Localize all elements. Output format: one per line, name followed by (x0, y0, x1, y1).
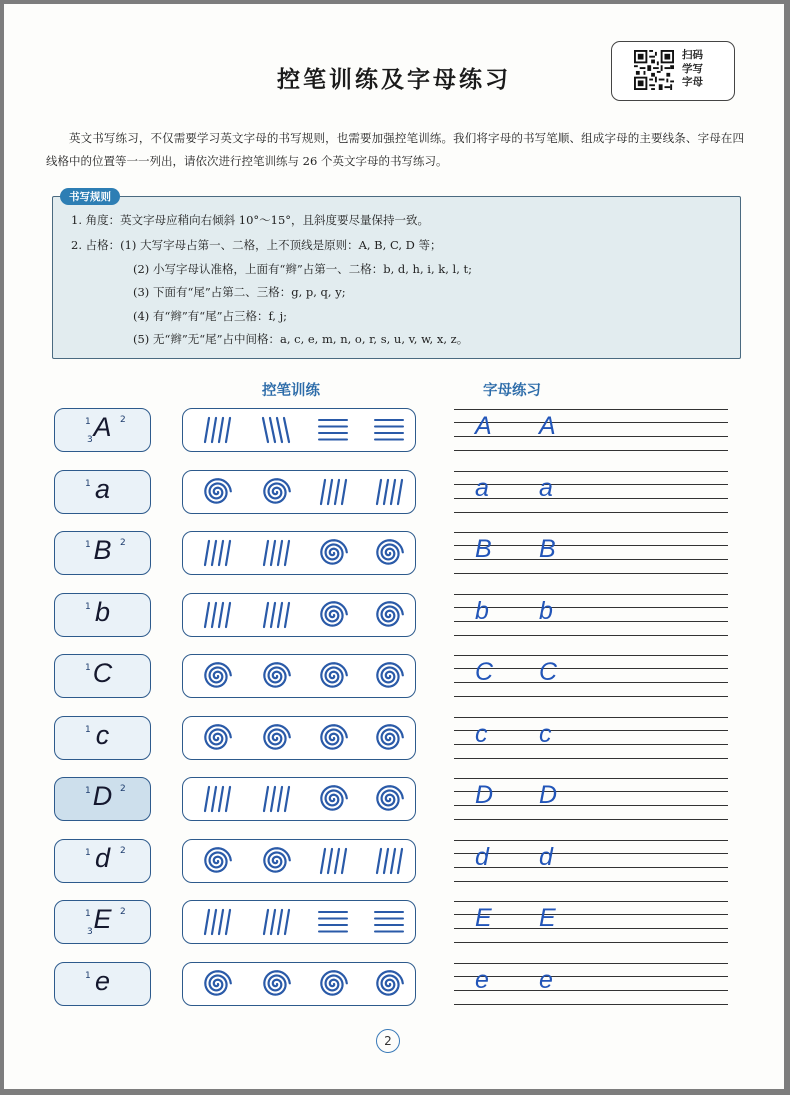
spiral-pattern-icon (261, 661, 291, 691)
grid-line (454, 512, 728, 513)
spiral-pattern-icon (318, 723, 348, 753)
grid-line (454, 655, 728, 656)
spiral-pattern-icon (318, 538, 348, 568)
control-pen-box (182, 408, 416, 452)
stroke-order-number: 3 (87, 927, 93, 937)
grid-line (454, 607, 728, 608)
grid-line (454, 696, 728, 697)
letter-glyph: D (92, 781, 113, 811)
grid-line (454, 409, 728, 410)
grid-line (454, 942, 728, 943)
qr-label-line: 学写 (682, 62, 703, 75)
grid-line (454, 976, 728, 977)
workbook-page (4, 4, 784, 1089)
letter-stroke-box (54, 962, 151, 1006)
grid-line (454, 867, 728, 868)
grid-line (454, 881, 728, 882)
practice-letter: b (475, 597, 489, 625)
rule-line: (4) 有“辫”有“尾”占三格：f, j; (133, 309, 288, 323)
grid-line (454, 928, 728, 929)
grid-line (454, 914, 728, 915)
spiral-pattern-icon (202, 846, 232, 876)
grid-line (454, 471, 728, 472)
qr-label-line: 扫码 (682, 49, 703, 61)
spiral-pattern-icon (202, 723, 232, 753)
stroke-order-number: 1 (85, 479, 91, 489)
writing-rules-box (52, 196, 741, 359)
grid-line (454, 901, 728, 902)
stroke-order-number: 1 (85, 540, 91, 550)
stroke-order-number: 1 (85, 663, 91, 673)
spiral-pattern-icon (374, 969, 404, 999)
spiral-pattern-icon (318, 784, 348, 814)
grid-line (454, 840, 728, 841)
grid-line (454, 436, 728, 437)
grid-line (454, 791, 728, 792)
control-pen-box (182, 962, 416, 1006)
letter-stroke-box (54, 408, 151, 452)
page-title: 控笔训练及字母练习 (277, 66, 511, 93)
letter-glyph: E (93, 904, 112, 934)
spiral-pattern-icon (202, 661, 232, 691)
grid-line (454, 559, 728, 560)
spiral-pattern-icon (374, 723, 404, 753)
stroke-order-number: 1 (85, 725, 91, 735)
practice-letter: D (475, 781, 494, 809)
stroke-order-number: 1 (85, 971, 91, 981)
spiral-pattern-icon (202, 477, 232, 507)
grid-line (454, 594, 728, 595)
practice-letter: a (475, 474, 489, 502)
grid-line (454, 730, 728, 731)
spiral-pattern-icon (318, 969, 348, 999)
slant-lines-icon (261, 907, 291, 937)
letter-glyph: B (93, 535, 112, 565)
grid-line (454, 778, 728, 779)
letter-stroke-box (54, 777, 151, 821)
stroke-order-number: 3 (87, 435, 93, 445)
grid-line (454, 450, 728, 451)
four-line-grid (454, 591, 728, 641)
grid-line (454, 635, 728, 636)
spiral-pattern-icon (261, 846, 291, 876)
control-pen-box (182, 839, 416, 883)
practice-letter: e (539, 966, 553, 994)
four-line-grid (454, 775, 728, 825)
grid-line (454, 668, 728, 669)
letter-stroke-box (54, 470, 151, 514)
stroke-order-number: 1 (85, 786, 91, 796)
letter-stroke-box (54, 531, 151, 575)
four-line-grid (454, 652, 728, 702)
stroke-order-number: 1 (85, 602, 91, 612)
rule-line: (3) 下面有“尾”占第二、三格：g, p, q, y; (133, 285, 346, 299)
grid-line (454, 545, 728, 546)
grid-line (454, 805, 728, 806)
rule-line: 2. 占格：(1) 大写字母占第一、二格，上不顶线是原则：A, B, C, D 等； (71, 238, 442, 252)
grid-line (454, 498, 728, 499)
spiral-pattern-icon (318, 600, 348, 630)
spiral-pattern-icon (374, 600, 404, 630)
practice-letter: E (475, 904, 492, 932)
stroke-order-number: 2 (120, 846, 126, 856)
control-pen-box (182, 470, 416, 514)
four-line-grid (454, 960, 728, 1010)
stroke-order-number: 1 (85, 909, 91, 919)
spiral-pattern-icon (261, 477, 291, 507)
four-line-grid (454, 837, 728, 887)
section-heading-control: 控笔训练 (262, 383, 320, 399)
rule-line: 1. 角度：英文字母应稍向右倾斜 10°～15°，且斜度要尽量保持一致。 (71, 213, 430, 227)
horizontal-lines-icon (374, 907, 404, 937)
practice-letter: A (539, 412, 556, 440)
practice-letter: e (475, 966, 489, 994)
letter-stroke-box (54, 654, 151, 698)
letter-stroke-box (54, 839, 151, 883)
spiral-pattern-icon (318, 661, 348, 691)
grid-line (454, 532, 728, 533)
slant-lines-icon (202, 784, 232, 814)
qr-label (682, 49, 710, 90)
grid-line (454, 621, 728, 622)
control-pen-box (182, 900, 416, 944)
horizontal-lines-icon (374, 415, 404, 445)
letter-glyph: b (94, 597, 111, 627)
letter-glyph: A (93, 412, 112, 442)
letter-glyph: e (94, 966, 111, 996)
spiral-pattern-icon (261, 969, 291, 999)
grid-line (454, 573, 728, 574)
slant-lines-icon (202, 600, 232, 630)
four-line-grid (454, 468, 728, 518)
grid-line (454, 1004, 728, 1005)
spiral-pattern-icon (374, 661, 404, 691)
spiral-pattern-icon (202, 969, 232, 999)
slant-lines-icon (261, 415, 291, 445)
four-line-grid (454, 406, 728, 456)
slant-lines-icon (202, 415, 232, 445)
grid-line (454, 717, 728, 718)
control-pen-box (182, 531, 416, 575)
grid-line (454, 758, 728, 759)
slant-lines-icon (261, 784, 291, 814)
practice-letter: B (475, 535, 492, 563)
stroke-order-number: 1 (85, 417, 91, 427)
spiral-pattern-icon (374, 784, 404, 814)
practice-letter: A (475, 412, 492, 440)
four-line-grid (454, 714, 728, 764)
rules-tag: 书写规则 (60, 188, 120, 205)
letter-glyph: a (94, 474, 111, 504)
practice-letter: d (475, 843, 489, 871)
qr-code-box[interactable] (611, 41, 735, 101)
control-pen-box (182, 654, 416, 698)
grid-line (454, 963, 728, 964)
practice-letter: B (539, 535, 556, 563)
page-number: 2 (376, 1029, 400, 1053)
grid-line (454, 990, 728, 991)
letter-stroke-box (54, 593, 151, 637)
grid-line (454, 853, 728, 854)
horizontal-lines-icon (318, 415, 348, 445)
section-heading-letters: 字母练习 (483, 383, 541, 399)
letter-stroke-box (54, 900, 151, 944)
practice-letter: c (475, 720, 488, 748)
stroke-order-number: 2 (120, 907, 126, 917)
practice-letter: D (539, 781, 558, 809)
qr-code-icon[interactable] (634, 50, 674, 90)
qr-label-line: 字母 (682, 76, 703, 88)
four-line-grid (454, 898, 728, 948)
letter-glyph: d (94, 843, 111, 873)
practice-letter: E (539, 904, 556, 932)
letter-glyph: C (92, 658, 113, 688)
slant-lines-icon (202, 907, 232, 937)
rule-line: (2) 小写字母认准格，上面有“辫”占第一、二格：b, d, h, i, k, l, t; (133, 262, 473, 276)
four-line-grid (454, 529, 728, 579)
spiral-pattern-icon (374, 538, 404, 568)
rule-line: (5) 无“辫”无“尾”占中间格：a, c, e, m, n, o, r, s, u, v, w, x, z。 (133, 332, 469, 346)
stroke-order-number: 2 (120, 538, 126, 548)
grid-line (454, 484, 728, 485)
letter-stroke-box (54, 716, 151, 760)
slant-lines-icon (374, 846, 404, 876)
practice-letter: b (539, 597, 553, 625)
letter-glyph: c (95, 720, 110, 750)
practice-letter: d (539, 843, 553, 871)
slant-lines-icon (374, 477, 404, 507)
control-pen-box (182, 777, 416, 821)
stroke-order-number: 1 (85, 848, 91, 858)
slant-lines-icon (202, 538, 232, 568)
slant-lines-icon (318, 846, 348, 876)
horizontal-lines-icon (318, 907, 348, 937)
control-pen-box (182, 593, 416, 637)
spiral-pattern-icon (261, 723, 291, 753)
grid-line (454, 744, 728, 745)
stroke-order-number: 2 (120, 784, 126, 794)
grid-line (454, 819, 728, 820)
grid-line (454, 422, 728, 423)
grid-line (454, 682, 728, 683)
practice-letter: C (475, 658, 494, 686)
practice-letter: c (539, 720, 552, 748)
slant-lines-icon (261, 538, 291, 568)
slant-lines-icon (318, 477, 348, 507)
slant-lines-icon (261, 600, 291, 630)
stroke-order-number: 2 (120, 415, 126, 425)
control-pen-box (182, 716, 416, 760)
practice-letter: a (539, 474, 553, 502)
practice-letter: C (539, 658, 558, 686)
intro-paragraph: 英文书写练习，不仅需要学习英文字母的书写规则，也需要加强控笔训练。我们将字母的书写笔顺、组成字母的主要线条、字母在四线格中的位置等一一列出，请依次进行控笔训练与 26 个英文字母的书写练习。 (46, 131, 744, 168)
